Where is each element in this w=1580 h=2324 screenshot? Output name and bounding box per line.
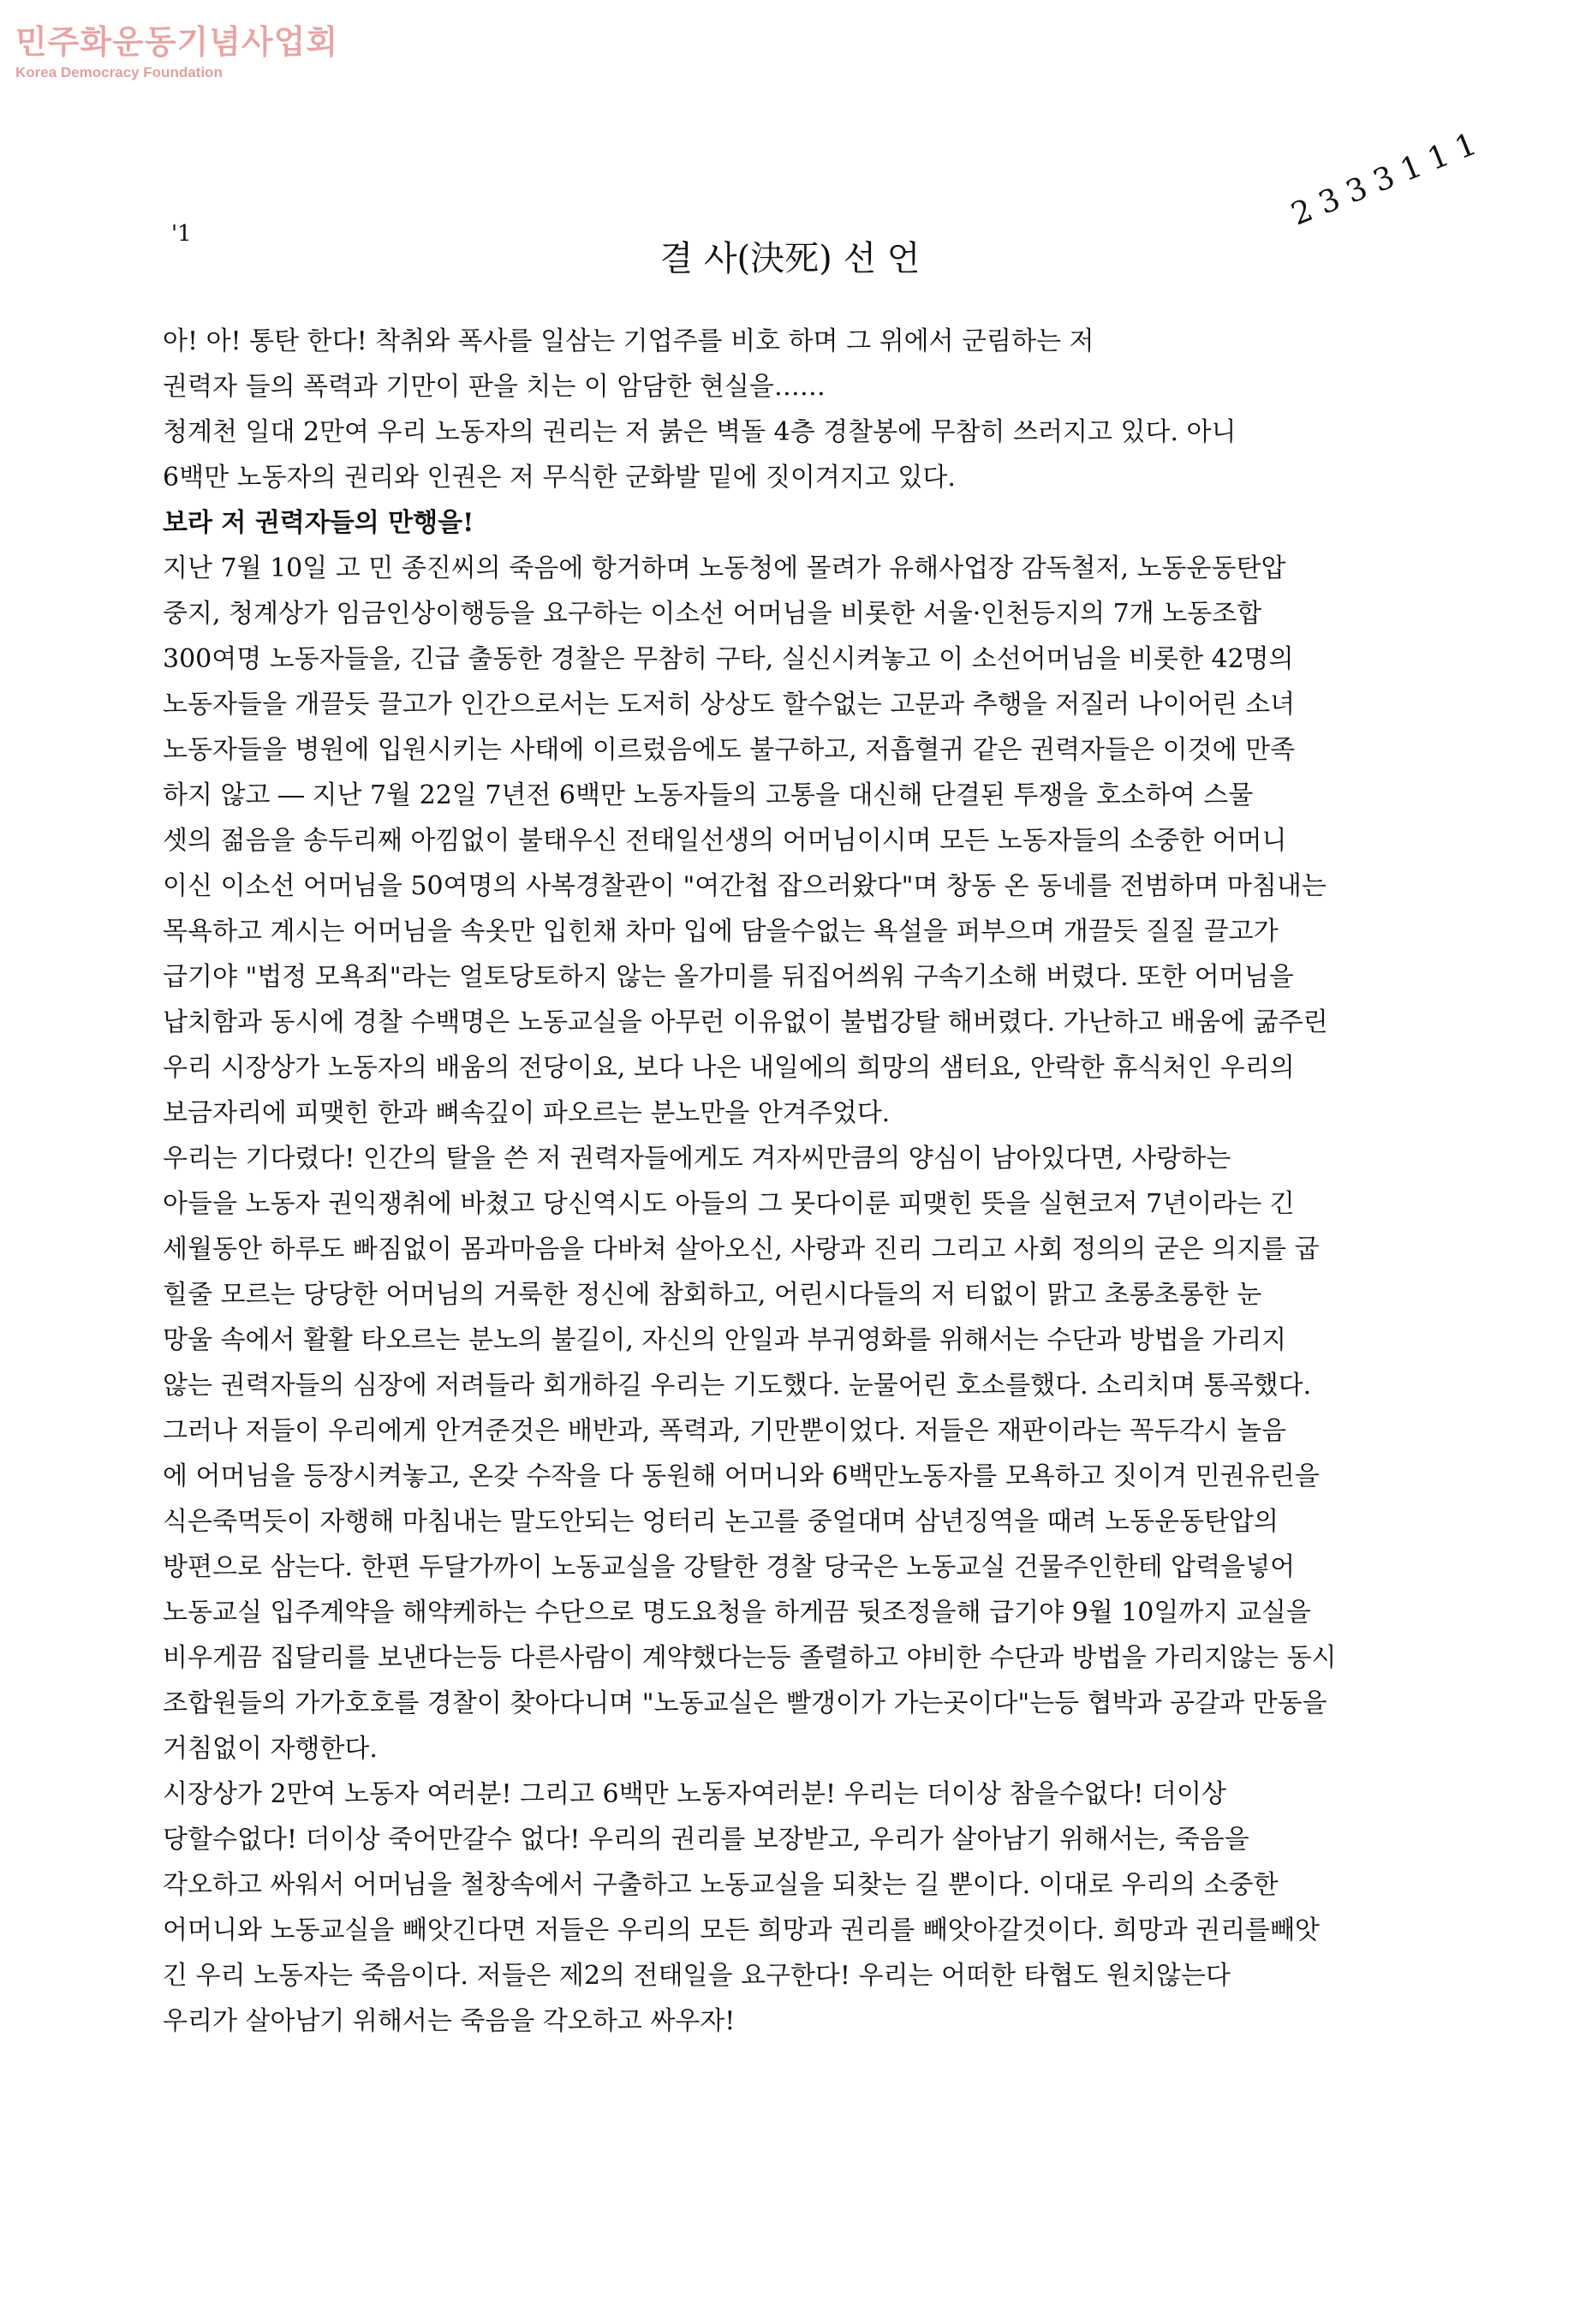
text-line: 거침없이 자행한다. (163, 1734, 378, 1764)
text-line: 300여명 노동자들을, 긴급 출동한 경찰은 무참히 구타, 실신시켜놓고 이 소선어머님을 비롯한 42명의 (163, 644, 1294, 674)
text-line: 방편으로 삼는다. 한편 두달가까이 노동교실을 강탈한 경찰 당국은 노동교실 건물주인한테 압력을넣어 (163, 1552, 1296, 1582)
text-line: 보라 저 권력자들의 만행을! (163, 508, 474, 538)
text-line: 급기야 "법정 모욕죄"라는 얼토당토하지 않는 올가미를 뒤집어씌워 구속기소해 버렸다. 또한 어머님을 (163, 962, 1294, 992)
text-line: 조합원들의 가가호호를 경찰이 찾아다니며 "노동교실은 빨갱이가 가는곳이다"는등 협박과 공갈과 만동을 (163, 1688, 1327, 1718)
text-line: 긴 우리 노동자는 죽음이다. 저들은 제2의 전태일을 요구한다! 우리는 어떠한 타협도 원치않는다 (163, 1961, 1231, 1991)
watermark-org-korean: 민주화운동기념사업회 (15, 23, 339, 61)
text-line: 시장상가 2만여 노동자 여러분! 그리고 6백만 노동자여러분! 우리는 더이상 참을수없다! 더이상 (163, 1779, 1226, 1809)
text-line: 우리가 살아남기 위해서는 죽음을 각오하고 싸우자! (163, 2006, 736, 2036)
text-line: 노동교실 입주계약을 해약케하는 수단으로 명도요청을 하게끔 뒷조정을해 급기야 9월 10일까지 교실을 (163, 1598, 1311, 1628)
text-line: 에 어머님을 등장시켜놓고, 온갖 수작을 다 동원해 어머니와 6백만노동자를 모욕하고 짓이겨 민권유린을 (163, 1461, 1320, 1491)
declaration-body (163, 319, 1430, 2044)
text-line: 권력자 들의 폭력과 기만이 판을 치는 이 암담한 현실을…… (163, 372, 826, 402)
watermark (15, 15, 338, 81)
text-line: 하지 않고 ― 지난 7월 22일 7년전 6백만 노동자들의 고통을 대신해 단결된 투쟁을 호소하여 스물 (163, 780, 1254, 810)
text-line: 식은죽먹듯이 자행해 마침내는 말도안되는 엉터리 논고를 중얼대며 삼년징역을 때려 노동운동탄압의 (163, 1507, 1279, 1537)
text-line: 청계천 일대 2만여 우리 노동자의 권리는 저 붉은 벽돌 4층 경찰봉에 무참히 쓰러지고 있다. 아니 (163, 417, 1237, 447)
text-line: 우리 시장상가 노동자의 배움의 전당이요, 보다 나은 내일에의 희망의 샘터요, 안락한 휴식처인 우리의 (163, 1053, 1295, 1083)
text-line: 어머니와 노동교실을 빼앗긴다면 저들은 우리의 모든 희망과 권리를 빼앗아갈것이다. 희망과 권리를빼앗 (163, 1915, 1321, 1945)
text-line: 힐줄 모르는 당당한 어머님의 거룩한 정신에 참회하고, 어린시다들의 저 티없이 맑고 초롱초롱한 눈 (163, 1280, 1262, 1310)
text-line: 아! 아! 통탄 한다! 착취와 폭사를 일삼는 기업주를 비호 하며 그 위에서 군림하는 저 (163, 326, 1094, 356)
text-line: 우리는 기다렸다! 인간의 탈을 쓴 저 권력자들에게도 겨자씨만큼의 양심이 남아있다면, 사랑하는 (163, 1144, 1231, 1174)
text-line: 그러나 저들이 우리에게 안겨준것은 배반과, 폭력과, 기만뿐이었다. 저들은 재판이라는 꼭두각시 놀음 (163, 1416, 1287, 1446)
text-line: 노동자들을 병원에 입원시키는 사태에 이르렀음에도 불구하고, 저흡혈귀 같은 권력자들은 이것에 만족 (163, 735, 1296, 765)
text-line: 각오하고 싸워서 어머님을 철창속에서 구출하고 노동교실을 되찾는 길 뿐이다. 이대로 우리의 소중한 (163, 1870, 1279, 1900)
text-line: 보금자리에 피맺힌 한과 뼈속깊이 파오르는 분노만을 안겨주었다. (163, 1098, 891, 1128)
text-line: 세월동안 하루도 빠짐없이 몸과마음을 다바쳐 살아오신, 사랑과 진리 그리고 사회 정의의 굳은 의지를 굽 (163, 1234, 1320, 1264)
text-line: 6백만 노동자의 권리와 인권은 저 무식한 군화발 밑에 짓이겨지고 있다. (163, 463, 956, 493)
text-line: 중지, 청계상가 임금인상이행등을 요구하는 이소선 어머님을 비롯한 서울·인천등지의 7개 노동조합 (163, 599, 1262, 629)
watermark-org-english: Korea Democracy Foundation (15, 64, 223, 81)
text-line: 비우게끔 집달리를 보낸다는등 다른사람이 계약했다는등 졸렬하고 야비한 수단과 방법을 가리지않는 동시 (163, 1643, 1337, 1673)
text-line: 노동자들을 개끌듯 끌고가 인간으로서는 도저히 상상도 할수없는 고문과 추행을 저질러 나이어린 소녀 (163, 690, 1296, 720)
text-line: 목욕하고 계시는 어머님을 속옷만 입힌채 차마 입에 담을수없는 욕설을 퍼부으며 개끌듯 질질 끌고가 (163, 917, 1279, 947)
text-line: 셋의 젊음을 송두리째 아낌없이 불태우신 전태일선생의 어머님이시며 모든 노동자들의 소중한 어머니 (163, 826, 1287, 856)
text-line: 아들을 노동자 권익쟁취에 바쳤고 당신역시도 아들의 그 못다이룬 피맺힌 뜻을 실현코저 7년이라는 긴 (163, 1189, 1295, 1219)
text-line: 지난 7월 10일 고 민 종진씨의 죽음에 항거하며 노동청에 몰려가 유해사업장 감독철저, 노동운동탄압 (163, 553, 1286, 583)
text-line: 않는 권력자들의 심장에 저려들라 회개하길 우리는 기도했다. 눈물어린 호소를했다. 소리치며 통곡했다. (163, 1371, 1312, 1401)
text-line: 당할수없다! 더이상 죽어만갈수 없다! 우리의 권리를 보장받고, 우리가 살아남기 위해서는, 죽음을 (163, 1825, 1249, 1855)
document-title: 결 사(決死) 선 언 (659, 239, 921, 278)
text-line: 납치함과 동시에 경찰 수백명은 노동교실을 아무런 이유없이 불법강탈 해버렸다. 가난하고 배움에 굶주린 (163, 1007, 1328, 1037)
text-line: 망울 속에서 활활 타오르는 분노의 불길이, 자신의 안일과 부귀영화를 위해서는 수단과 방법을 가리지 (163, 1325, 1287, 1355)
top-left-handwritten-mark: '1 (171, 221, 192, 247)
top-right-handwritten-number: 2 3 3 3 1 1 1 (1286, 126, 1482, 233)
text-line: 이신 이소선 어머님을 50여명의 사복경찰관이 "여간첩 잡으러왔다"며 창동 온 동네를 전범하며 마침내는 (163, 871, 1327, 901)
